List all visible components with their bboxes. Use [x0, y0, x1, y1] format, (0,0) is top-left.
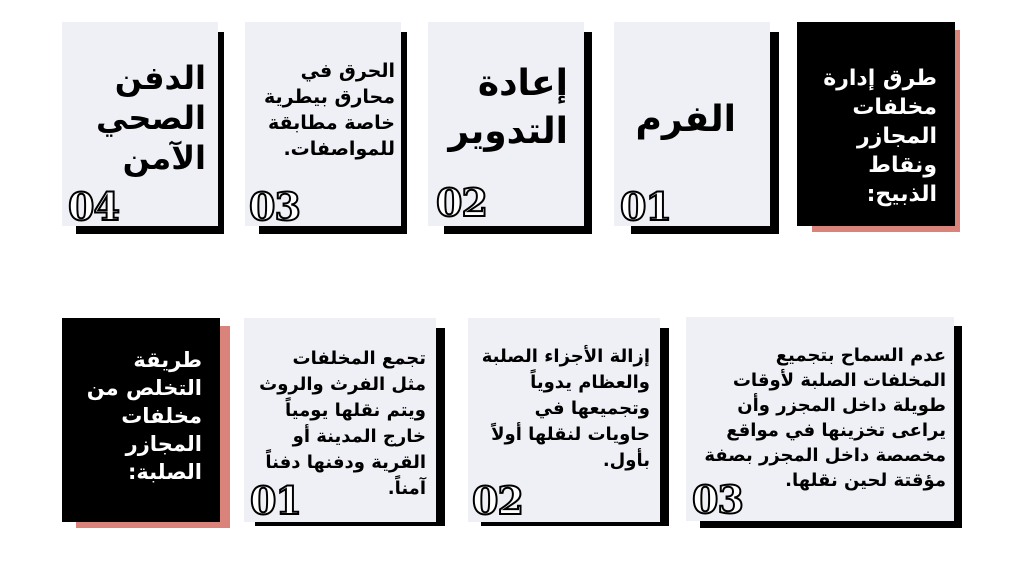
bottom-header-card	[62, 318, 220, 522]
top-card-02-text: إعادة التدوير	[448, 63, 568, 152]
top-card-04	[62, 22, 218, 229]
top-card-02-number: 02	[436, 180, 487, 225]
top-card-01-text: الفرم	[635, 99, 736, 140]
top-card-04-number: 04	[68, 184, 119, 229]
bottom-card-03-number: 03	[692, 477, 743, 522]
top-card-03	[245, 22, 401, 229]
top-card-03-number: 03	[249, 184, 300, 229]
bottom-card-02-number: 02	[472, 478, 523, 523]
bottom-card-01-text: تجمع المخلفات مثل الفرث والروث ويتم نقلها يومياً خارج المدينة أو القرية ودفنها دفناً آمناً.	[259, 348, 426, 499]
bottom-card-02-text: إزالة الأجزاء الصلبة والعظام يدوياً وتجميعها في حاويات لنقلها أولاً بأول.	[481, 346, 650, 471]
top-card-04-text: الدفن الصحي الآمن	[96, 59, 206, 177]
bottom-card-01	[244, 318, 436, 522]
top-card-03-text: الحرق في محارق بيطرية خاصة مطابقة للمواصفات.	[263, 60, 395, 160]
top-header-card	[797, 22, 955, 226]
top-card-01-number: 01	[620, 184, 671, 229]
bottom-card-03	[686, 317, 954, 521]
bottom-header-text: طريقة التخلص من مخلفات المجازر الصلبة:	[86, 348, 202, 484]
top-card-01	[614, 22, 770, 229]
bottom-card-01-number: 01	[250, 478, 301, 523]
top-card-02	[428, 22, 584, 226]
top-header-text: طرق إدارة مخلفات المجازر ونقاط الذبيح:	[823, 66, 937, 207]
bottom-card-03-text: عدم السماح بتجميع المخلفات الصلبة لأوقات طويلة داخل المجزر وأن يراعى تخزينها في مواقع مخصصة داخل المجزر بصفة مؤقتة لحين نقلها.	[704, 345, 946, 491]
bottom-card-02	[468, 318, 660, 522]
